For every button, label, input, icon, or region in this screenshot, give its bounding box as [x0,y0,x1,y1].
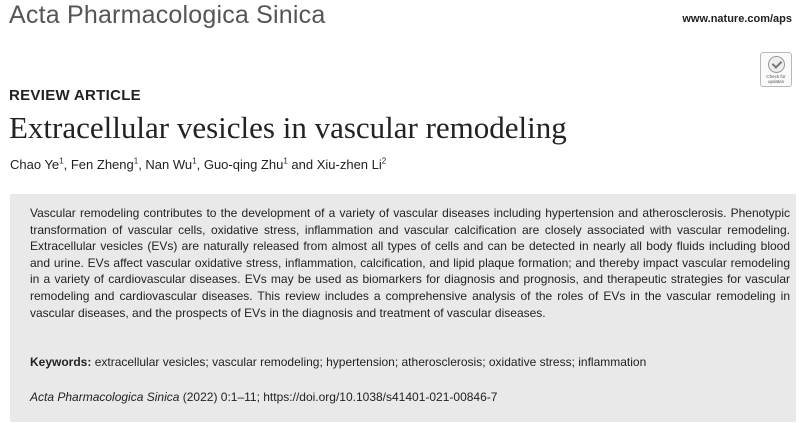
citation-journal: Acta Pharmacologica Sinica [30,390,180,404]
author-name[interactable]: Guo-qing Zhu [203,157,284,172]
badge-text-line-2: updates [767,79,784,84]
badge-text-line-1: Check for [766,74,786,79]
abstract-panel [10,194,796,422]
author-affiliation[interactable]: 1 [283,156,288,166]
author-affiliation[interactable]: 1 [192,156,197,166]
article-type-label: REVIEW ARTICLE [9,87,141,104]
citation-doi[interactable]: (2022) 0:1–11; https://doi.org/10.1038/s41401-021-00846-7 [179,390,498,404]
author-name[interactable]: Xiu-zhen Li [316,157,382,172]
author-name[interactable]: Fen Zheng [70,157,134,172]
author-list [10,157,386,172]
author-separator: , [138,157,146,172]
author-affiliation[interactable]: 1 [133,156,139,166]
keywords-list: extracellular vesicles; vascular remodeling; hypertension; atherosclerosis; oxidative stress; inflammation [94,355,647,369]
keywords-line [30,355,646,369]
check-updates-icon [768,56,785,73]
author-affiliation[interactable]: 2 [381,156,387,166]
author-separator: and [287,157,317,172]
abstract-text: Vascular remodeling contributes to the development of a variety of vascular diseases including hypertension and atherosclerosis. Phenotypic transformation of vascular cells, oxidative stress, inflammation and vascular calcification are closely associated with vascular remodeling. Extracellular vesicles (EVs) are naturally released from almost all types of cells and can be detected in nearly all body fluids including blood and urine. EVs affect vascular oxidative stress, inflammation, calcification, and lipid plaque formation; and thereby impact vascular remodeling in a variety of cardiovascular diseases. EVs may be used as biomarkers for diagnosis and prognosis, and therapeutic strategies for vascular remodeling and cardiovascular diseases. This review includes a comprehensive analysis of the roles of EVs in the vascular remodeling in vascular diseases, and the prospects of EVs in the diagnosis and treatment of vascular diseases. [30,206,790,320]
journal-title: Acta Pharmacologica Sinica [9,1,326,29]
citation-line [30,390,497,404]
keywords-label: Keywords: [30,355,92,369]
author-name[interactable]: Nan Wu [145,157,193,172]
author-affiliation[interactable]: 1 [59,156,64,166]
author-separator: , [63,157,71,172]
check-for-updates-button[interactable] [760,52,792,87]
article-title: Extracellular vesicles in vascular remodeling [9,110,567,145]
journal-url-link[interactable]: www.nature.com/aps [682,13,792,25]
author-name[interactable]: Chao Ye [10,157,60,172]
author-separator: , [196,157,204,172]
